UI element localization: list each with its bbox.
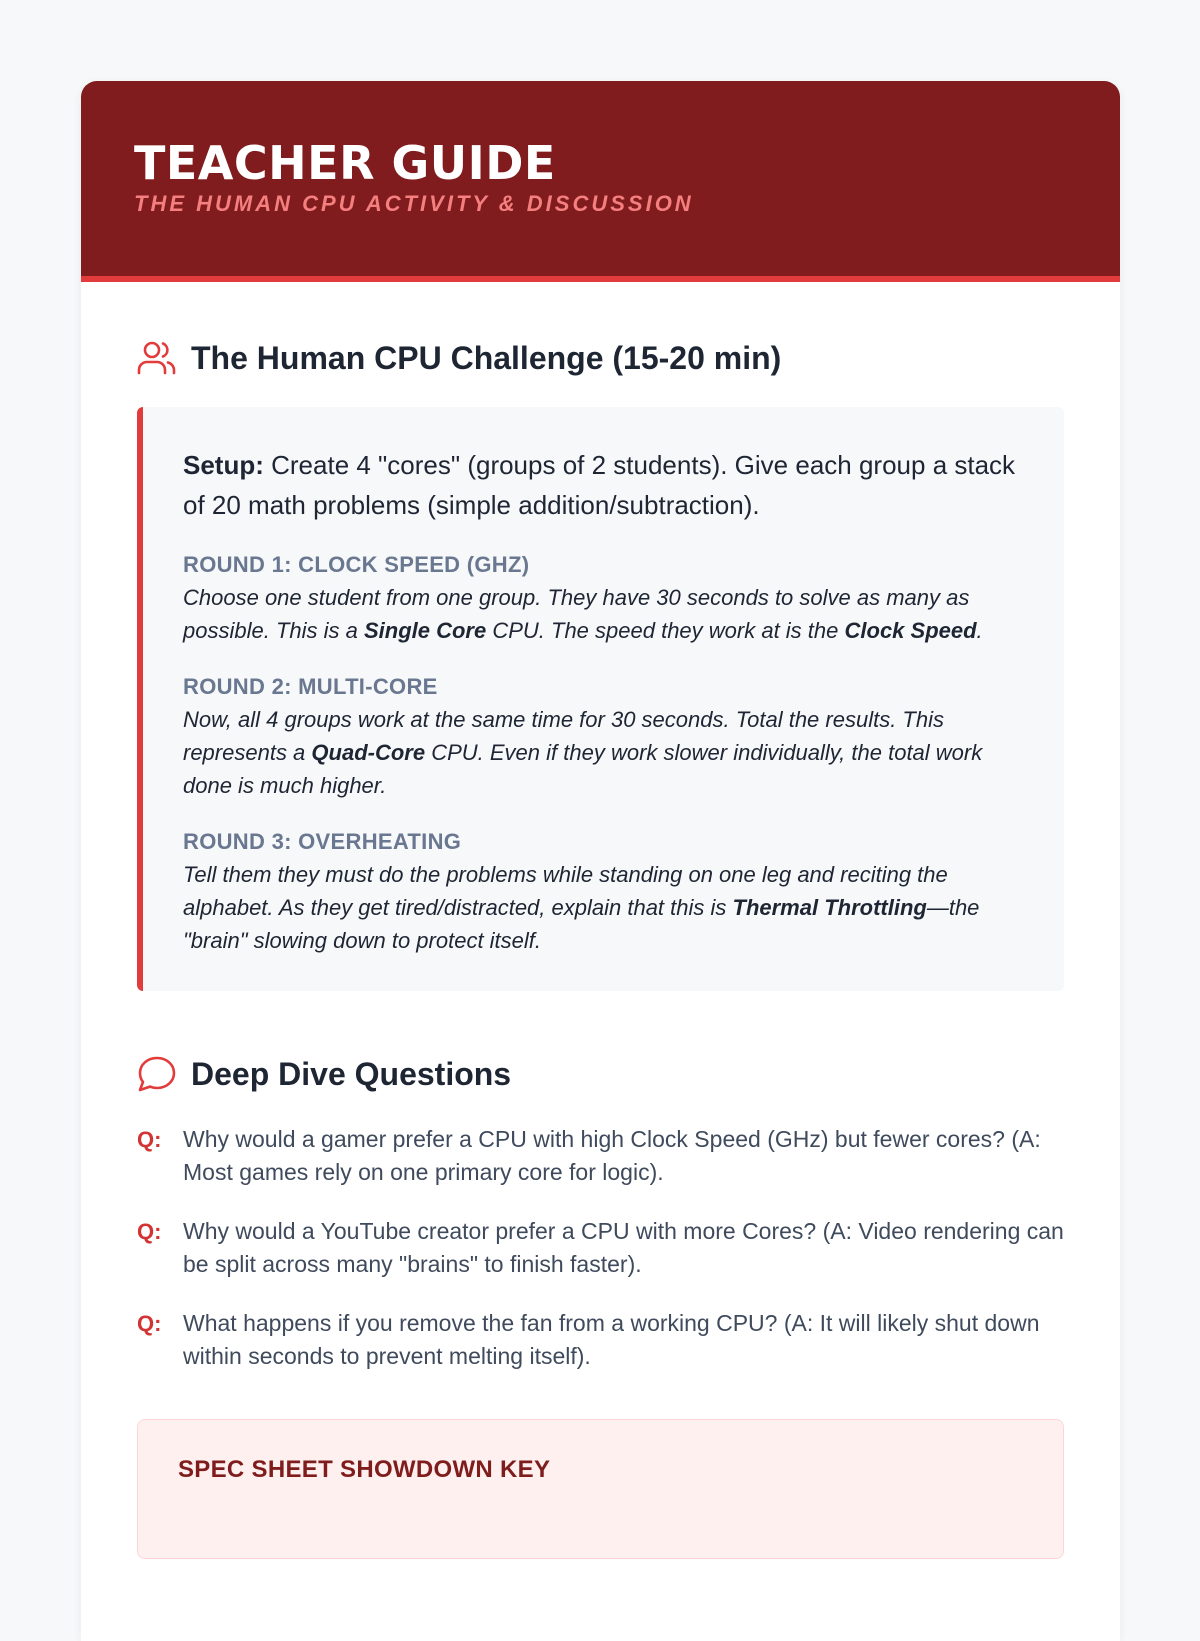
question-marker: Q: [137,1311,162,1336]
question-text: What happens if you remove the fan from a working CPU? (A: It will likely shut down within seconds to prevent melting itself). [183,1310,1040,1369]
round-item [183,671,1034,802]
question-item [137,1307,1064,1373]
round-description [183,703,1034,802]
question-item [137,1215,1064,1281]
rounds-list [183,549,1034,957]
round-key-term: Thermal Throttling [732,895,927,920]
round-text-segment: . [976,618,983,643]
round-text-segment: —the "brain" slowing down to protect itself. [183,895,980,953]
question-text: Why would a gamer prefer a CPU with high Clock Speed (GHz) but fewer cores? (A: Most games rely on one primary core for logic). [183,1126,1041,1185]
round-key-term: Single Core [363,618,487,643]
round-description [183,581,1034,647]
setup-text: Create 4 "cores" (groups of 2 students). Give each group a stack of 20 math problems (simple addition/subtraction). [183,450,1016,520]
activity-section-title: The Human CPU Challenge (15-20 min) [191,339,782,376]
round-text-segment: Choose one student from one group. They have 30 seconds to solve as many as possible. This is a [183,585,970,643]
page-subtitle: THE HUMAN CPU ACTIVITY & DISCUSSION [134,191,694,216]
guide-header [81,81,1120,282]
question-marker: Q: [137,1219,162,1244]
round-key-term: Quad-Core [311,740,426,765]
round-label: ROUND 2: MULTI-CORE [183,674,438,699]
round-label: ROUND 1: CLOCK SPEED (GHZ) [183,552,530,577]
question-text: Why would a YouTube creator prefer a CPU with more Cores? (A: Video rendering can be split across many "brains" to finish faster). [183,1218,1064,1277]
question-item [137,1123,1064,1189]
round-item [183,549,1034,647]
users-icon [137,339,177,377]
round-text-segment: Tell them they must do the problems while standing on one leg and reciting the alphabet. As they get tired/distracted, explain that this is [183,862,948,920]
teacher-guide-card [81,81,1120,1641]
questions-section-title: Deep Dive Questions [191,1055,512,1092]
round-key-term: Clock Speed [844,618,977,643]
round-text-segment: CPU. Even if they work slower individually, the total work done is much higher. [183,740,983,798]
round-text-segment: Now, all 4 groups work at the same time for 30 seconds. Total the results. This represents a [183,707,944,765]
activity-box [137,407,1064,991]
activity-section-header [137,339,1064,377]
spec-sheet-key-box [137,1419,1064,1559]
spec-sheet-key-title: SPEC SHEET SHOWDOWN KEY [178,1456,551,1483]
setup-paragraph [183,445,1034,525]
questions-list [137,1123,1064,1373]
round-label: ROUND 3: OVERHEATING [183,829,462,854]
round-description [183,858,1034,957]
page-title: TEACHER GUIDE [134,136,556,190]
questions-section-header [137,1055,1064,1093]
question-marker: Q: [137,1127,162,1152]
round-text-segment: CPU. The speed they work at is the [486,618,845,643]
speech-bubble-icon [137,1055,177,1093]
round-item [183,826,1034,957]
guide-body [81,339,1120,1559]
setup-label: Setup: [183,450,264,480]
